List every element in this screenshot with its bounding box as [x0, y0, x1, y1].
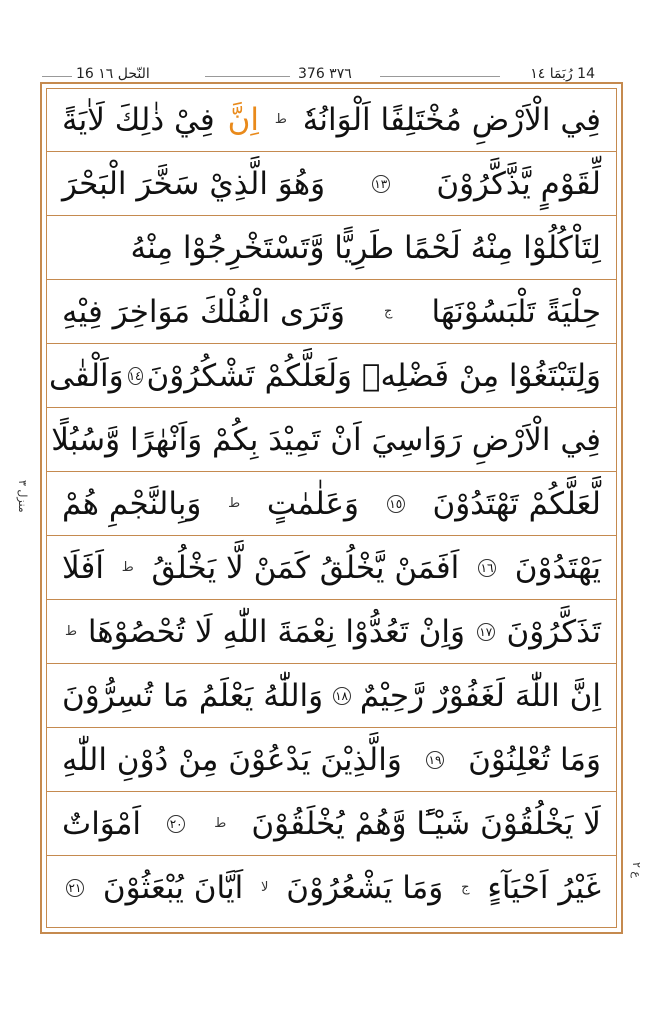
verse-line-4: [46, 280, 617, 344]
text-segment: يَهْتَدُوْنَ: [514, 549, 601, 586]
text-segment: وَمَا يَشْعُرُوْنَ: [286, 870, 444, 906]
text-segment: وَهُوَ الَّذِيْ سَخَّرَ الْبَحْرَ: [62, 165, 326, 202]
verse-line-10: [46, 664, 617, 728]
verse-line-5: [46, 344, 617, 408]
text-segment: تَذَكَّرُوْنَ: [506, 613, 601, 650]
text-segment: وَبِالنَّجْمِ هُمْ: [62, 485, 202, 522]
ayah-number: ١٤: [128, 368, 142, 383]
text-segment: فِيْ ذٰلِكَ لَاٰيَةً: [62, 101, 215, 138]
text-segment: وَتَرَى الْفُلْكَ مَوَاخِرَ فِيْهِ: [62, 293, 345, 330]
waqf-mark: ط: [274, 111, 287, 127]
verse-line-6: [46, 408, 617, 472]
verse-line-11: [46, 728, 617, 792]
waqf-mark: ط: [121, 559, 134, 575]
text-segment: حِلْيَةً تَلْبَسُوْنَهَا: [431, 293, 601, 330]
manzil-marker: منزل ٣: [16, 480, 29, 513]
verse-line-9: [46, 600, 617, 664]
waqf-mark: ج: [461, 880, 470, 895]
text-segment: لِّقَوْمٍ يَّذَّكَّرُوْنَ: [436, 165, 601, 202]
ayah-number: ١٣: [372, 175, 390, 193]
header-divider: [205, 76, 290, 77]
header-divider: [380, 76, 500, 77]
text-segment: اَيَّانَ يُبْعَثُوْنَ: [102, 870, 244, 906]
verse-line-2: [46, 152, 617, 216]
ayah-number: ٢١: [66, 879, 84, 897]
ayah-number: ٢٠: [167, 815, 185, 833]
text-segment: لَّعَلَّكُمْ تَهْتَدُوْنَ: [432, 485, 601, 522]
text-segment: لَا يَخْلُقُوْنَ شَيْـًٔا وَّهُمْ يُخْلَقُوْنَ: [251, 805, 601, 842]
text-segment: اِنَّ اللّٰهَ لَغَفُوْرٌ رَّحِيْمٌ: [359, 677, 601, 714]
verse-line-12: [46, 792, 617, 856]
waqf-mark: لا: [261, 880, 269, 895]
text-segment: وَاِنْ تَعُدُّوْا نِعْمَةَ اللّٰهِ لَا تُحْصُوْهَا: [87, 613, 465, 650]
verse-line-1: [46, 88, 617, 152]
ayah-number: ١٩: [426, 751, 444, 769]
text-segment: اَفَمَنْ يَّخْلُقُ كَمَنْ لَّا يَخْلُقُ: [151, 549, 460, 586]
verse-line-7: [46, 472, 617, 536]
text-segment: وَلِتَبْتَغُوْا مِنْ فَضْلِهٖ وَلَعَلَّكُمْ تَشْكُرُوْنَ: [146, 357, 601, 394]
text-segment: اَمْوَاتٌ: [62, 805, 142, 842]
ayah-number: ١٥: [387, 495, 405, 513]
text-segment: لِتَاْكُلُوْا مِنْهُ لَحْمًا طَرِيًّا وَّتَسْتَخْرِجُوْا مِنْهُ: [130, 229, 601, 266]
text-segment: وَمَا تُعْلِنُوْنَ: [468, 741, 601, 778]
text-segment: غَيْرُ اَحْيَآءٍ: [487, 870, 601, 906]
header-divider: [42, 76, 72, 77]
text-segment: فِي الْاَرْضِ رَوَاسِيَ اَنْ تَمِيْدَ بِكُمْ وَاَنْهٰرًا وَّسُبُلًا: [51, 421, 601, 458]
text-segment: اَفَلَا: [62, 549, 104, 586]
waqf-mark: ط: [65, 623, 78, 639]
waqf-mark: ج: [384, 303, 393, 319]
ayah-number: ١٧: [477, 623, 495, 641]
ayah-number: ١٦: [478, 559, 496, 577]
verse-line-8: [46, 536, 617, 600]
verse-line-13: [46, 856, 617, 920]
text-segment: وَاَلْقٰى: [49, 357, 124, 394]
verse-line-3: [46, 216, 617, 280]
text-segment: اِنَّ: [227, 101, 259, 138]
ayah-number: ١٨: [333, 687, 351, 705]
ruku-marker: ع ٢: [630, 862, 643, 878]
text-segment: وَالَّذِيْنَ يَدْعُوْنَ مِنْ دُوْنِ اللّٰهِ: [62, 741, 402, 778]
text-segment: فِي الْاَرْضِ مُخْتَلِفًا اَلْوَانُهٗ: [302, 101, 601, 138]
text-segment: وَعَلٰمٰتٍ: [266, 485, 359, 522]
waqf-mark: ط: [228, 495, 241, 511]
text-segment: وَاللّٰهُ يَعْلَمُ مَا تُسِرُّوْنَ: [62, 677, 324, 714]
header-surah-name: 16 النّحل ١٦: [76, 66, 150, 82]
quran-page-frame: [40, 82, 623, 934]
waqf-mark: ط: [214, 815, 227, 831]
header-page-number: 376 ٣٧٦: [298, 66, 352, 82]
header-juz-name: 14 رُبَمَا ١٤: [530, 66, 595, 82]
